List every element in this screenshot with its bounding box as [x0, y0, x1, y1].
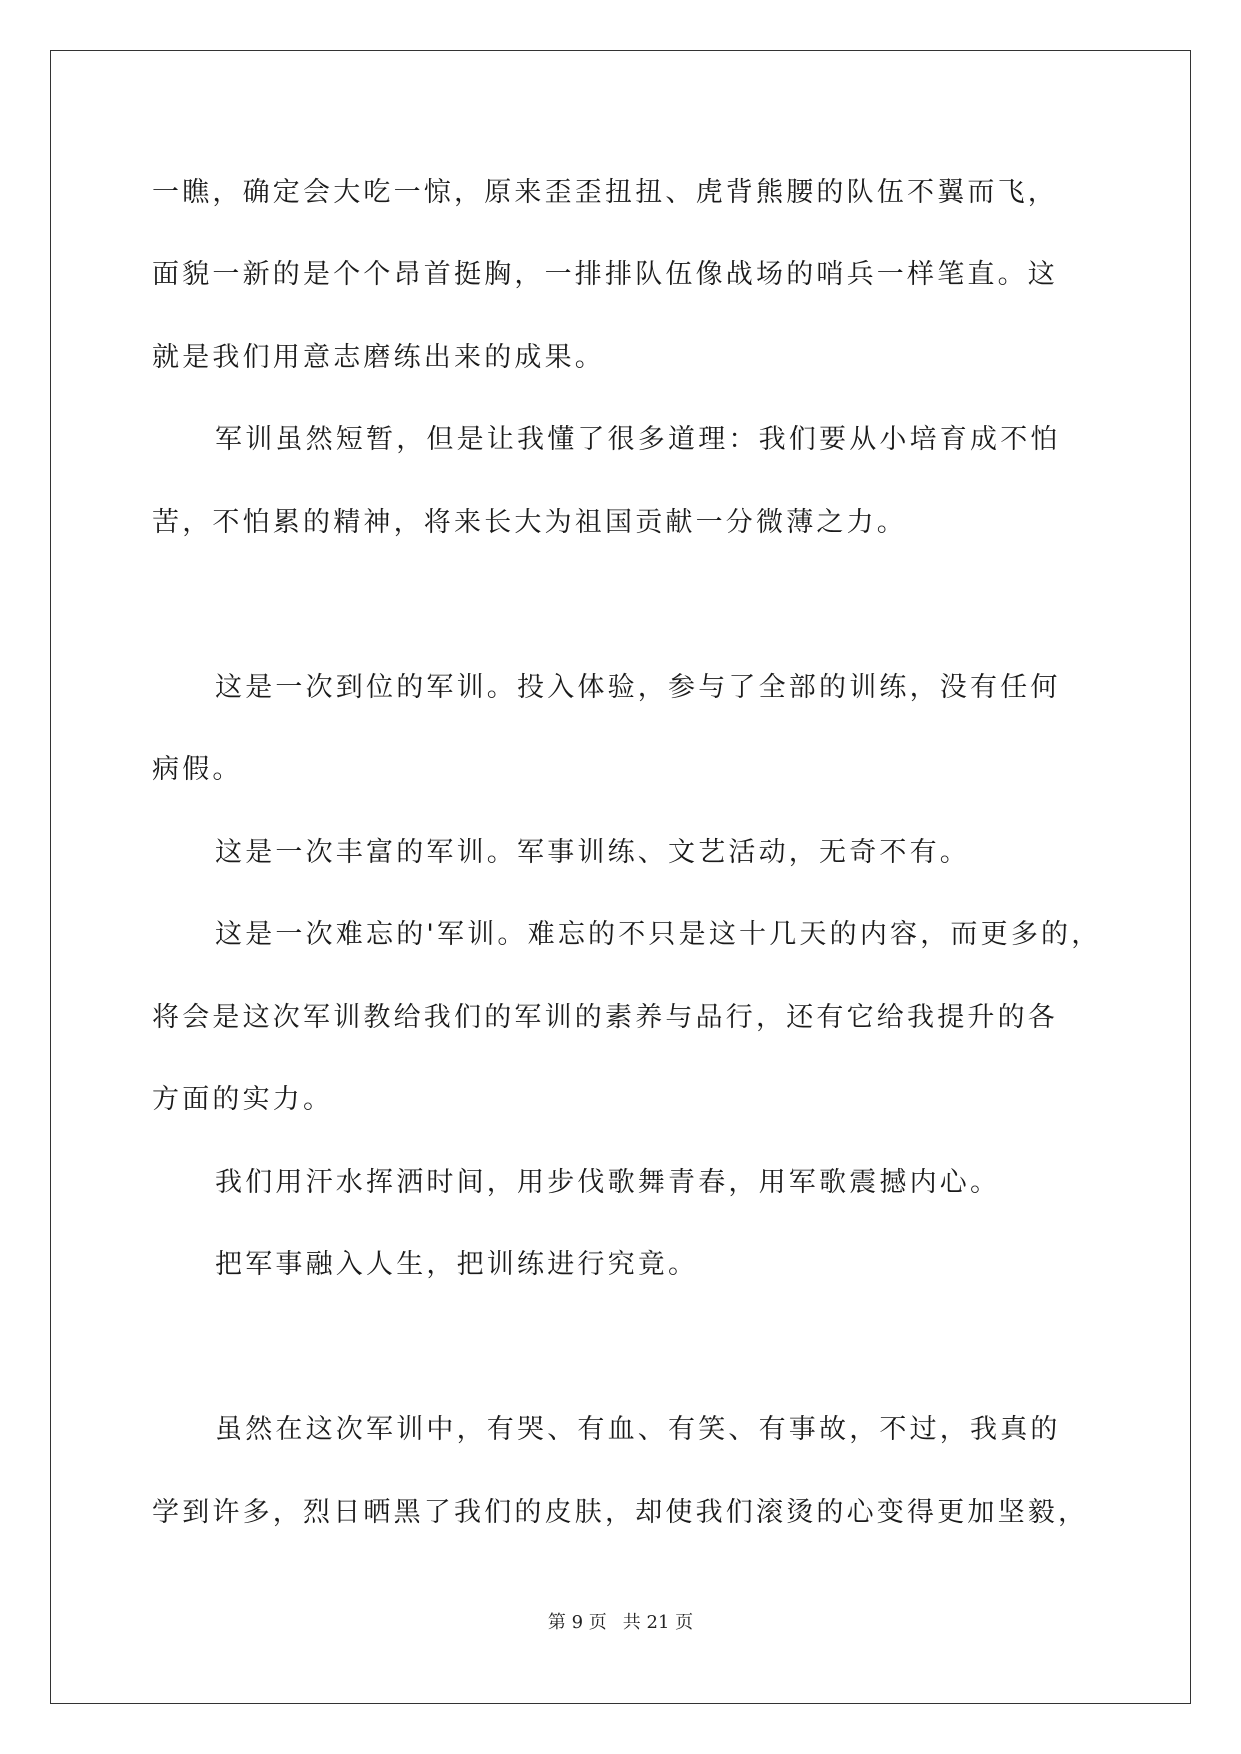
page-border: [50, 50, 1191, 1704]
text-line: 把军事融入人生，把训练进行究竟。: [215, 1249, 699, 1280]
text-line: 病假。: [152, 754, 243, 785]
text-line: 我们用汗水挥洒时间，用步伐歌舞青春，用军歌震撼内心。: [215, 1167, 1001, 1198]
text-line: 苦，不怕累的精神，将来长大为祖国贡献一分微薄之力。: [152, 507, 907, 538]
text-line: 就是我们用意志磨练出来的成果。: [152, 342, 605, 373]
text-line: 虽然在这次军训中，有哭、有血、有笑、有事故，不过，我真的: [215, 1414, 1061, 1445]
text-line: 军训虽然短暂，但是让我懂了很多道理：我们要从小培育成不怕: [215, 424, 1061, 455]
text-line: 这是一次丰富的军训。军事训练、文艺活动，无奇不有。: [215, 837, 970, 868]
text-line: 学到许多，烈日晒黑了我们的皮肤，却使我们滚烫的心变得更加坚毅，: [152, 1497, 1089, 1528]
text-line: 一瞧，确定会大吃一惊，原来歪歪扭扭、虎背熊腰的队伍不翼而飞，: [152, 177, 1058, 208]
text-line: 方面的实力。: [152, 1084, 334, 1115]
page-number: 第 9 页: [547, 1612, 607, 1633]
page-footer: [0, 1611, 1241, 1635]
page-total: 共 21 页: [622, 1612, 694, 1633]
text-line: 面貌一新的是个个昂首挺胸，一排排队伍像战场的哨兵一样笔直。这: [152, 259, 1058, 290]
text-line: 这是一次难忘的'军训。难忘的不只是这十几天的内容，而更多的，: [215, 919, 1102, 950]
text-line: 这是一次到位的军训。投入体验，参与了全部的训练，没有任何: [215, 672, 1061, 703]
text-line: 将会是这次军训教给我们的军训的素养与品行，还有它给我提升的各: [152, 1002, 1058, 1033]
